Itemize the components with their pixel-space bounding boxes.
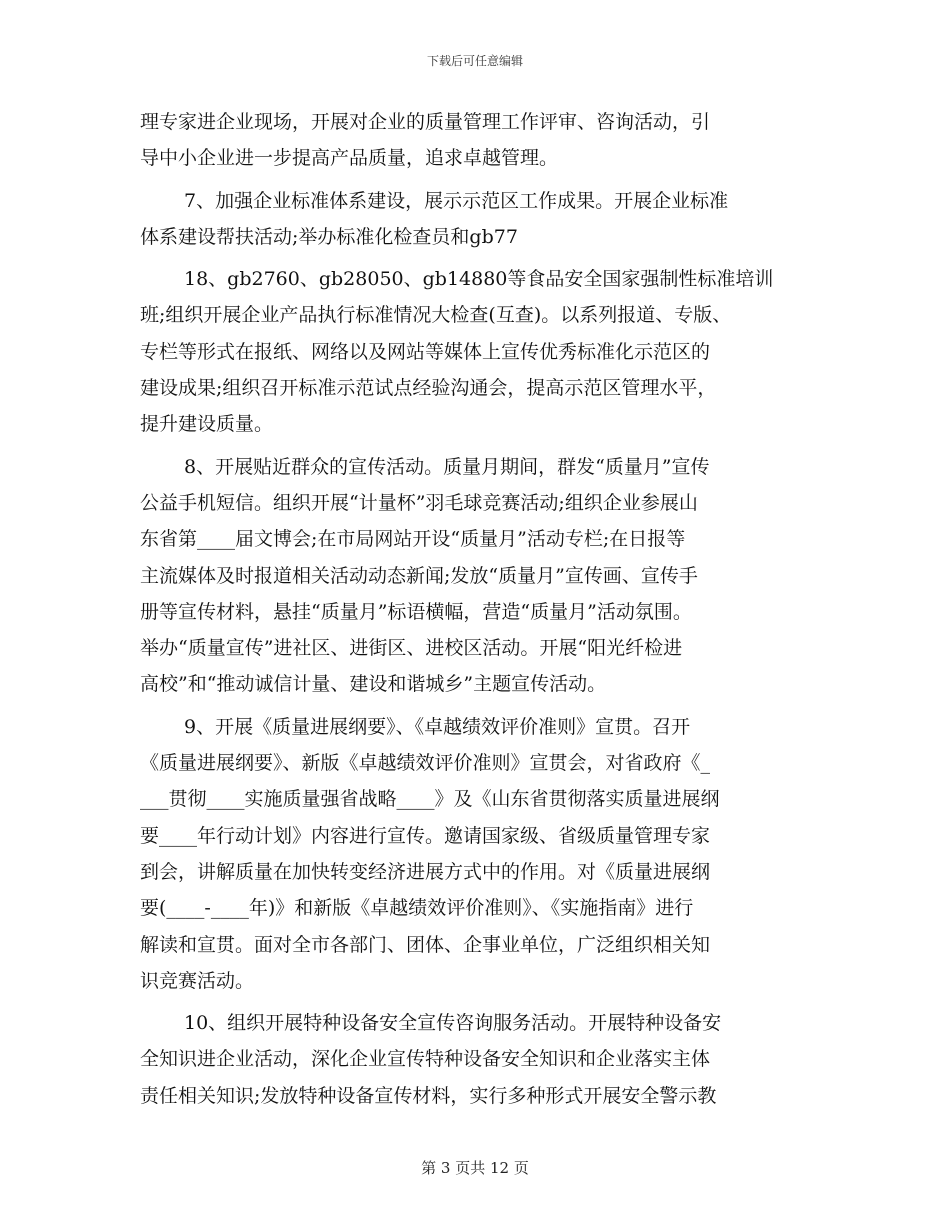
text-line: 举办“质量宣传”进社区、进街区、进校区活动。开展“阳光纤检进 bbox=[140, 637, 683, 660]
paragraph-8-start: 8、开展贴近群众的宣传活动。质量月期间，群发“质量月”宣传 bbox=[184, 455, 710, 478]
paragraph-10-start: 10、组织开展特种设备安全宣传咨询服务活动。开展特种设备安 bbox=[184, 1012, 722, 1035]
page-header: 下载后可任意编辑 bbox=[426, 54, 523, 68]
text-line: 要____年行动计划》内容进行宣传。邀请国家级、省级质量管理专家 bbox=[140, 824, 711, 847]
text-line: 解读和宣贯。面对全市各部门、团体、企事业单位，广泛组织相关知 bbox=[140, 933, 711, 956]
paragraph-9-start: 9、开展《质量进展纲要》、《卓越绩效评价准则》宣贯。召开 bbox=[184, 715, 691, 738]
text-line: 提升建设质量。 bbox=[140, 413, 274, 436]
text-line: 到会，讲解质量在加快转变经济进展方式中的作用。对《质量进展纲 bbox=[140, 860, 711, 883]
text-line: 体系建设帮扶活动;举办标准化检查员和gb77 bbox=[140, 225, 518, 248]
text-line: 册等宣传材料，悬挂“质量月”标语横幅，营造“质量月”活动氛围。 bbox=[140, 600, 692, 623]
text-line: 识竞赛活动。 bbox=[140, 969, 255, 992]
text-line: 《质量进展纲要》、新版《卓越绩效评价准则》宣贯会，对省政府《_ bbox=[140, 752, 711, 775]
text-line: 责任相关知识;发放特种设备宣传材料，实行多种形式开展安全警示教 bbox=[140, 1084, 717, 1107]
text-line: 理专家进企业现场，开展对企业的质量管理工作评审、咨询活动，引 bbox=[140, 111, 711, 133]
text-line: 全知识进企业活动，深化企业宣传特种设备安全知识和企业落实主体 bbox=[140, 1048, 711, 1071]
document-body bbox=[140, 104, 812, 1114]
text-line: 要(____-____年)》和新版《卓越绩效评价准则》、《实施指南》进行 bbox=[140, 897, 694, 920]
paragraph-7-start: 7、加强企业标准体系建设，展示示范区工作成果。开展企业标准 bbox=[184, 189, 729, 212]
text-line: 主流媒体及时报道相关活动动态新闻;发放“质量月”宣传画、宣传手 bbox=[140, 564, 698, 587]
text-line: 高校”和“推动诚信计量、建设和谐城乡”主题宣传活动。 bbox=[140, 673, 607, 696]
text-line: 班;组织开展企业产品执行标准情况大检查(互查)。以系列报道、专版、 bbox=[140, 304, 732, 327]
text-line: 专栏等形式在报纸、网络以及网站等媒体上宣传优秀标准化示范区的 bbox=[140, 340, 711, 363]
text-line: 东省第____届文博会;在市局网站开设“质量月”活动专栏;在日报等 bbox=[140, 528, 686, 551]
text-line: ___贯彻____实施质量强省战略____》及《山东省贯彻落实质量进展纲 bbox=[140, 788, 720, 811]
text-line: 导中小企业进一步提高产品质量，追求卓越管理。 bbox=[140, 147, 559, 170]
text-line: 公益手机短信。组织开展“计量杯”羽毛球竞赛活动;组织企业参展山 bbox=[140, 491, 698, 514]
paragraph-18-start: 18、gb2760、gb28050、gb14880等食品安全国家强制性标准培训 bbox=[184, 268, 774, 291]
page-number: 第 3 页共 12 页 bbox=[421, 1159, 529, 1177]
text-line: 建设成果;组织召开标准示范试点经验沟通会，提高示范区管理水平， bbox=[140, 377, 717, 400]
